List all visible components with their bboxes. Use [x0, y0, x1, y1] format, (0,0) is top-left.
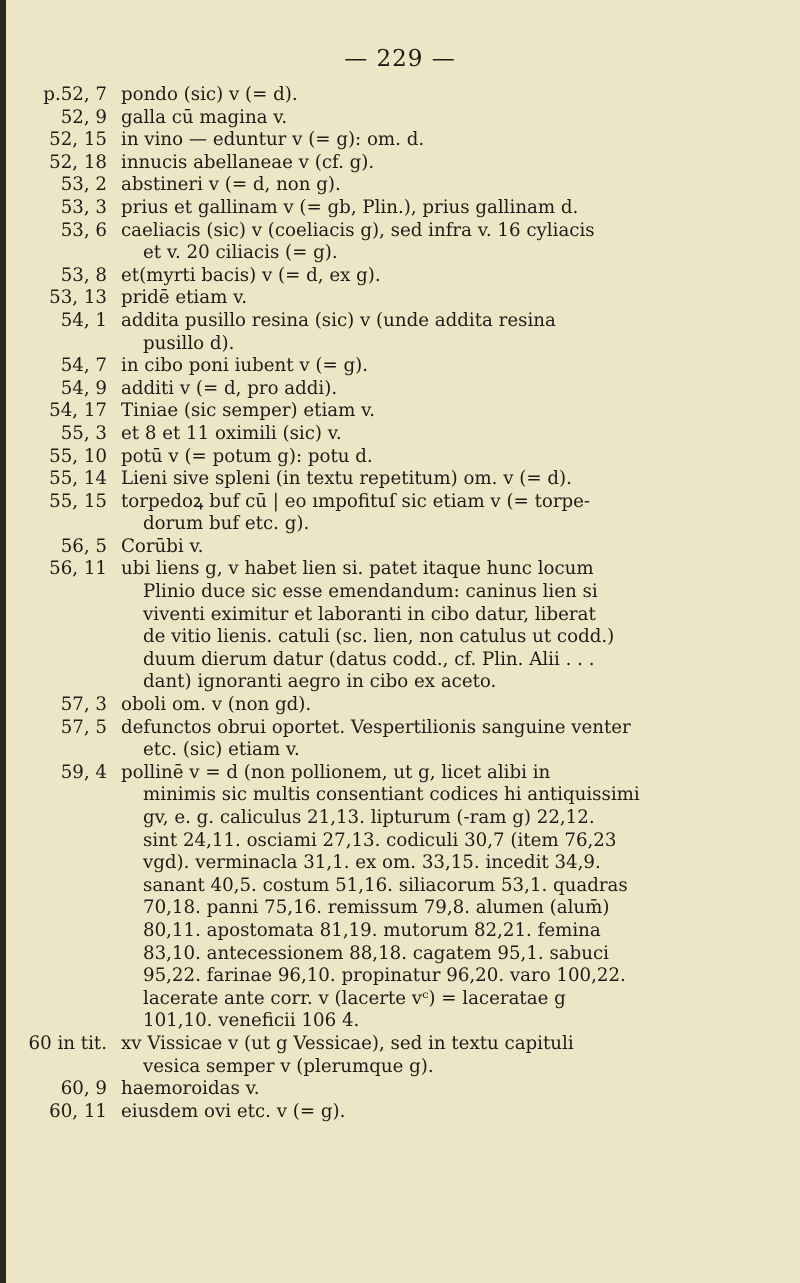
- apparatus-entry: [0, 423, 800, 446]
- apparatus-entry: [0, 536, 800, 559]
- entry-reference: 53, 6: [60, 219, 107, 241]
- entry-text-continuation: dant) ignoranti aegro in cibo ex aceto.: [143, 671, 497, 693]
- entry-text: et 8 et 11 oximili (sic) v.: [121, 422, 342, 444]
- entry-text-continuation: sint 24,11. osciami 27,13. codiculi 30,7 (item 76,23: [143, 829, 617, 851]
- apparatus-entry: [0, 355, 800, 378]
- entry-text-continuation: minimis sic multis consentiant codices hi antiquissimi: [143, 784, 640, 806]
- entry-text: pollinē v = d (non pollionem, ut g, licet alibi in: [121, 761, 551, 783]
- apparatus-entry: [0, 558, 800, 694]
- entry-text-continuation: gv, e. g. caliculus 21,13. lipturum (-ram g) 22,12.: [143, 807, 595, 828]
- entry-text: in cibo poni iubent v (= g).: [121, 355, 369, 377]
- entry-text-continuation: 101,10. veneficii 106 4.: [143, 1010, 360, 1032]
- apparatus-entry: [0, 468, 800, 491]
- apparatus-entry: [0, 129, 800, 152]
- entry-reference: 52, 15: [49, 129, 107, 151]
- entry-reference: 55, 15: [49, 490, 107, 512]
- entry-text: pondo (sic) v (= d).: [121, 84, 298, 105]
- entry-reference: 53, 2: [60, 174, 107, 196]
- entry-text: defunctos obrui oportet. Vespertilionis sanguine venter: [121, 716, 631, 738]
- entry-text: addita pusillo resina (sic) v (unde addita resina: [121, 309, 556, 331]
- entry-reference: 55, 10: [49, 445, 107, 467]
- entry-reference: 54, 1: [60, 309, 107, 331]
- entry-reference: 60, 9: [60, 1078, 107, 1100]
- entry-text-continuation: duum dierum datur (datus codd., cf. Plin. Alii . . .: [143, 648, 595, 670]
- apparatus-entry: [0, 287, 800, 310]
- apparatus-entry: [0, 152, 800, 175]
- entry-reference: 57, 5: [60, 716, 107, 738]
- entry-text: oboli om. v (non gd).: [121, 694, 312, 716]
- entry-text: potū v (= potum g): potu d.: [121, 445, 373, 467]
- entry-text-continuation: sanant 40,5. costum 51,16. siliacorum 53,1. quadras: [143, 874, 628, 896]
- entry-reference: 57, 3: [60, 694, 107, 716]
- entry-text: et(myrti bacis) v (= d, ex g).: [121, 264, 381, 286]
- apparatus-entry: [0, 762, 800, 1033]
- entry-text-continuation: etc. (sic) etiam v.: [143, 739, 300, 761]
- entry-text-continuation: de vitio lienis. catuli (sc. lien, non catulus ut codd.): [143, 626, 615, 648]
- apparatus-entries: [0, 84, 800, 1123]
- entry-text-continuation: pusillo d).: [143, 332, 235, 354]
- apparatus-entry: [0, 107, 800, 130]
- entry-text-continuation: lacerate ante corr. v (lacerte vᶜ) = laceratae g: [143, 987, 566, 1009]
- entry-reference: 55, 14: [49, 468, 107, 490]
- entry-text-continuation: 83,10. antecessionem 88,18. cagatem 95,1. sabuci: [143, 942, 609, 964]
- entry-reference: 60 in tit.: [28, 1032, 107, 1054]
- entry-text-continuation: 70,18. panni 75,16. remissum 79,8. alumen (alum̄): [143, 897, 610, 919]
- entry-text: galla cū magina v.: [121, 106, 288, 128]
- entry-reference: 54, 17: [49, 400, 107, 422]
- entry-text: additi v (= d, pro addi).: [121, 377, 338, 399]
- entry-reference: 52, 9: [60, 106, 107, 128]
- apparatus-entry: [0, 1101, 800, 1124]
- apparatus-entry: [0, 446, 800, 469]
- apparatus-entry: [0, 174, 800, 197]
- entry-reference: 60, 11: [49, 1100, 107, 1122]
- entry-reference: 53, 13: [49, 287, 107, 309]
- entry-text: pridē etiam v.: [121, 287, 247, 309]
- entry-text: innucis abellaneae v (cf. g).: [121, 151, 375, 173]
- entry-text: haemoroidas v.: [121, 1078, 260, 1100]
- entry-text: in vino — eduntur v (= g): om. d.: [121, 129, 425, 151]
- apparatus-entry: [0, 197, 800, 220]
- entry-text: prius et gallinam v (= gb, Plin.), prius gallinam d.: [121, 196, 579, 218]
- apparatus-entry: [0, 491, 800, 536]
- apparatus-entry: [0, 378, 800, 401]
- apparatus-entry: [0, 1078, 800, 1101]
- entry-reference: p.52, 7: [43, 84, 107, 105]
- page-number: — 229 —: [344, 46, 456, 72]
- entry-text-continuation: dorum buf etc. g).: [143, 513, 310, 535]
- entry-text: eiusdem ovi etc. v (= g).: [121, 1100, 346, 1122]
- entry-text: xv Vissicae v (ut g Vessicae), sed in textu capituli: [121, 1032, 574, 1054]
- entry-text: Corūbi v.: [121, 535, 204, 557]
- entry-reference: 56, 5: [60, 535, 107, 557]
- apparatus-entry: [0, 84, 800, 107]
- entry-text-continuation: 95,22. farinae 96,10. propinatur 96,20. varo 100,22.: [143, 965, 626, 987]
- entry-text: torpedoꝝ buf cū | eo ımpofituſ sic etiam v (= torpe-: [121, 490, 591, 512]
- entry-text-continuation: viventi eximitur et laboranti in cibo datur, liberat: [143, 603, 596, 625]
- apparatus-entry: [0, 694, 800, 717]
- entry-text: abstineri v (= d, non g).: [121, 174, 341, 196]
- entry-text-continuation: vesica semper v (plerumque g).: [143, 1055, 434, 1077]
- entry-reference: 52, 18: [49, 151, 107, 173]
- entry-text-continuation: vgd). verminacla 31,1. ex om. 33,15. incedit 34,9.: [143, 852, 601, 874]
- entry-reference: 54, 7: [60, 355, 107, 377]
- entry-text: Lieni sive spleni (in textu repetitum) om. v (= d).: [121, 468, 572, 490]
- entry-reference: 56, 11: [49, 558, 107, 580]
- apparatus-entry: [0, 265, 800, 288]
- entry-text-continuation: Plinio duce sic esse emendandum: caninus lien si: [143, 581, 598, 603]
- entry-reference: 53, 3: [60, 196, 107, 218]
- entry-text-continuation: et v. 20 ciliacis (= g).: [143, 242, 338, 264]
- entry-reference: 59, 4: [60, 761, 107, 783]
- entry-reference: 55, 3: [60, 422, 107, 444]
- apparatus-entry: [0, 400, 800, 423]
- apparatus-entry: [0, 717, 800, 762]
- entry-reference: 53, 8: [60, 264, 107, 286]
- entry-text-continuation: 80,11. apostomata 81,19. mutorum 82,21. femina: [143, 919, 601, 941]
- apparatus-entry: [0, 1033, 800, 1078]
- entry-text: caeliacis (sic) v (coeliacis g), sed infra v. 16 cyliacis: [121, 219, 595, 241]
- apparatus-entry: [0, 220, 800, 265]
- entry-text: Tiniae (sic semper) etiam v.: [121, 400, 376, 422]
- entry-text: ubi liens g, v habet lien si. patet itaque hunc locum: [121, 558, 594, 580]
- entry-reference: 54, 9: [60, 377, 107, 399]
- apparatus-entry: [0, 310, 800, 355]
